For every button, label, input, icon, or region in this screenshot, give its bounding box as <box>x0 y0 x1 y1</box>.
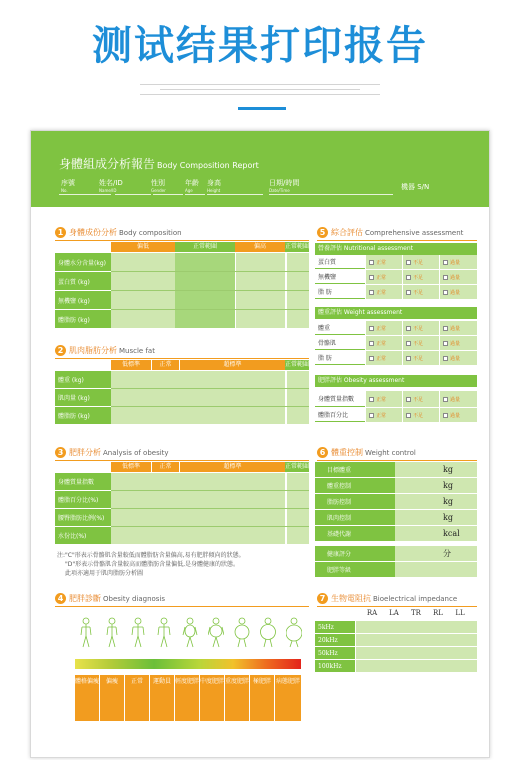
assessment-option[interactable] <box>365 391 402 407</box>
section-title-en: Analysis of obesity <box>103 448 169 457</box>
option-label: 過量 <box>450 289 461 296</box>
impedance-column: RA <box>366 609 378 617</box>
field-label-en: Date/Time <box>269 188 290 193</box>
row-label: 蛋白質 (kg) <box>55 272 111 290</box>
option-label: 不足 <box>413 340 424 347</box>
header-cell: 超標準 <box>179 462 285 472</box>
impedance-column: RL <box>433 609 443 617</box>
body-figure-icon <box>103 617 120 649</box>
option-label: 過量 <box>450 396 461 403</box>
option-label: 正常 <box>376 274 387 281</box>
row-label: 體脂肪 (kg) <box>55 310 111 328</box>
body-figure-icon <box>285 617 302 649</box>
checkbox-icon <box>406 413 411 418</box>
weight-control-unit: 分 <box>395 546 477 561</box>
option-label: 不足 <box>413 289 424 296</box>
option-label: 不足 <box>413 259 424 266</box>
header-cell: 低標準 <box>111 462 151 472</box>
impedance-values <box>355 621 477 633</box>
assessment-option[interactable] <box>439 285 477 299</box>
row-label: 身體水分含量(kg) <box>55 253 111 271</box>
section-number: 4 <box>55 593 66 604</box>
impedance-row <box>315 660 477 672</box>
weight-control-label: 目標體重 <box>315 462 395 477</box>
category-box: 中度肥胖 <box>200 675 224 721</box>
impedance-values <box>355 647 477 659</box>
impedance-column: LA <box>389 609 399 617</box>
option-label: 過量 <box>450 325 461 332</box>
checkbox-icon <box>406 326 411 331</box>
field-label-en: No. <box>61 188 68 193</box>
impedance-row <box>315 634 477 646</box>
weight-control-label: 基礎代謝 <box>315 526 395 541</box>
checkbox-icon <box>443 275 448 280</box>
field-label: 姓名/ID <box>99 179 123 187</box>
row-divider <box>111 490 309 491</box>
field-label-en: Age <box>185 188 193 193</box>
assessment-option[interactable] <box>439 255 477 269</box>
section-7-title <box>317 593 457 604</box>
option-label: 過量 <box>450 259 461 266</box>
section-rule <box>55 606 309 607</box>
weight-control-unit <box>395 562 477 577</box>
checkbox-icon <box>443 341 448 346</box>
section-rule <box>55 240 309 241</box>
option-label: 不足 <box>413 274 424 281</box>
assessment-row <box>315 321 477 335</box>
note-line: 注:"C"形表示骨骼肌含量較低而體脂肪含量偏高,易有肥胖傾向的狀態。 <box>57 552 245 559</box>
checkbox-icon <box>369 326 374 331</box>
option-label: 過量 <box>450 274 461 281</box>
assessment-option[interactable] <box>402 285 439 299</box>
assessment-option[interactable] <box>439 336 477 350</box>
section-rule <box>317 606 477 607</box>
assessment-row <box>315 336 477 350</box>
assessment-row <box>315 255 477 269</box>
header-cell: 正常範圍 <box>285 361 310 368</box>
row-divider <box>111 508 309 509</box>
field-serial <box>61 179 75 195</box>
section-number: 5 <box>317 227 328 238</box>
option-label: 正常 <box>376 412 387 419</box>
section-rule <box>317 460 477 461</box>
header-cell: 低標準 <box>111 360 151 370</box>
weight-control-row <box>315 478 477 493</box>
category-box: 正常 <box>125 675 149 721</box>
checkbox-icon <box>443 260 448 265</box>
assessment-row <box>315 285 477 299</box>
field-label: 性別 <box>151 179 165 187</box>
assessment-option[interactable] <box>365 285 402 299</box>
assessment-option[interactable] <box>402 408 439 422</box>
option-label: 正常 <box>376 340 387 347</box>
assessment-label: 脂 肪 <box>315 285 365 299</box>
obesity-scale-bar <box>75 659 301 669</box>
header-cell: 正常 <box>151 462 179 472</box>
checkbox-icon <box>443 326 448 331</box>
assessment-option[interactable] <box>365 351 402 365</box>
header-cell: 正常 <box>151 360 179 370</box>
body-figure-icon <box>155 617 172 649</box>
option-label: 正常 <box>376 396 387 403</box>
field-gender <box>151 179 166 195</box>
body-figure-icon <box>207 617 224 649</box>
category-box: 體格偏瘦 <box>75 675 99 721</box>
header-cell: 正常範圍 <box>175 242 235 252</box>
report-header <box>31 131 489 207</box>
assessment-option[interactable] <box>365 408 402 422</box>
category-box: 偏瘦 <box>100 675 124 721</box>
title-underline <box>238 107 286 110</box>
option-label: 正常 <box>376 355 387 362</box>
assessment-option[interactable] <box>365 270 402 284</box>
weight-control-row <box>315 546 477 561</box>
row-divider <box>111 526 309 527</box>
field-label-en: Height <box>207 188 221 193</box>
field-height <box>207 179 221 195</box>
body-figure-icon <box>77 617 94 649</box>
option-label: 不足 <box>413 412 424 419</box>
impedance-frequency: 50kHz <box>315 647 355 659</box>
field-label-en: Name/ID <box>99 188 117 193</box>
field-label: 年齡 <box>185 179 199 187</box>
checkbox-icon <box>369 413 374 418</box>
body-figure-icon <box>259 617 276 649</box>
assessment-label: 骨骼肌 <box>315 336 365 350</box>
section-title-en: Bioelectrical impedance <box>373 594 458 603</box>
row-label: 水份比(%) <box>55 527 111 544</box>
impedance-column: LL <box>455 609 465 617</box>
header-rule <box>153 194 183 195</box>
report-title-en: Body Composition Report <box>157 161 259 170</box>
header-rule <box>207 194 263 195</box>
weight-control-unit: kg <box>395 478 477 493</box>
section-title-en: Obesity diagnosis <box>103 594 166 603</box>
row-label: 體脂肪 (kg) <box>55 407 111 424</box>
report-sheet <box>30 130 490 758</box>
checkbox-icon <box>406 397 411 402</box>
section-number: 7 <box>317 593 328 604</box>
checkbox-icon <box>369 290 374 295</box>
option-label: 不足 <box>413 355 424 362</box>
section-2-title <box>55 345 155 356</box>
category-box: 輕度肥胖 <box>175 675 199 721</box>
weight-control-unit: kcal <box>395 526 477 541</box>
checkbox-icon <box>406 341 411 346</box>
field-age <box>185 179 199 195</box>
weight-control-row <box>315 510 477 525</box>
weight-control-label: 健康評分 <box>315 546 395 561</box>
field-label: 機器 S/N <box>401 183 430 191</box>
weight-control-row <box>315 562 477 577</box>
body-figure-icon <box>129 617 146 649</box>
option-label: 正常 <box>376 259 387 266</box>
impedance-row <box>315 621 477 633</box>
checkbox-icon <box>443 413 448 418</box>
category-box: 極肥胖 <box>250 675 274 721</box>
assessment-option[interactable] <box>402 391 439 407</box>
row-label: 體重 (kg) <box>55 371 111 388</box>
body-figures <box>77 617 302 649</box>
assessment-option[interactable] <box>402 270 439 284</box>
section-title-cn: 綜合評估 <box>331 228 363 237</box>
checkbox-icon <box>443 356 448 361</box>
assessment-group-title: 肥胖評估 Obesity assessment <box>315 375 477 387</box>
category-box: 重度肥胖 <box>225 675 249 721</box>
weight-control-label: 脂肪控制 <box>315 494 395 509</box>
section-title-cn: 肌肉脂肪分析 <box>69 346 117 355</box>
assessment-label: 脂 肪 <box>315 351 365 365</box>
checkbox-icon <box>443 397 448 402</box>
note-line: 此項亦適用于肌肉脂肪分析圖 <box>65 570 144 577</box>
weight-control-unit: kg <box>395 510 477 525</box>
option-label: 正常 <box>376 325 387 332</box>
header-cell: 偏高 <box>235 242 285 252</box>
checkbox-icon <box>369 341 374 346</box>
assessment-option[interactable] <box>365 255 402 269</box>
section-title-en: Muscle fat <box>119 346 155 355</box>
option-label: 不足 <box>413 325 424 332</box>
assessment-option[interactable] <box>402 321 439 335</box>
option-label: 不足 <box>413 396 424 403</box>
note-line: "D"形表示骨骼肌含量較高而體脂肪含量偏低,是身體健康的狀態。 <box>65 561 240 568</box>
assessment-row <box>315 391 477 407</box>
assessment-option[interactable] <box>402 351 439 365</box>
impedance-frequency: 5kHz <box>315 621 355 633</box>
cell-range <box>287 371 309 424</box>
chart-area <box>111 371 285 424</box>
weight-control-unit: kg <box>395 494 477 509</box>
section-5-title <box>317 227 463 238</box>
section-rule <box>317 240 477 241</box>
section-number: 1 <box>55 227 66 238</box>
section-1-title <box>55 227 182 238</box>
option-label: 過量 <box>450 412 461 419</box>
row-label: 身體質量指數 <box>55 473 111 490</box>
weight-control-label: 體重控制 <box>315 478 395 493</box>
section-3-title <box>55 447 169 458</box>
impedance-values <box>355 634 477 646</box>
section-title-en: Comprehensive assessment <box>365 228 464 237</box>
row-divider <box>111 309 309 310</box>
checkbox-icon <box>369 260 374 265</box>
decorative-subtitle-lines <box>140 84 380 99</box>
weight-control-unit: kg <box>395 462 477 477</box>
impedance-header <box>361 609 471 617</box>
assessment-label: 身體質量指數 <box>315 391 365 407</box>
row-divider <box>111 271 309 272</box>
assessment-group-title: 體重評估 Weight assessment <box>315 307 477 319</box>
checkbox-icon <box>369 356 374 361</box>
field-name-id <box>99 179 123 195</box>
section-4-title <box>55 593 165 604</box>
checkbox-icon <box>369 397 374 402</box>
assessment-option[interactable] <box>439 408 477 422</box>
row-divider <box>111 388 309 389</box>
assessment-option[interactable] <box>365 336 402 350</box>
section-title-en: Weight control <box>365 448 416 457</box>
row-label: 腰臀脂肪比例(%) <box>55 509 111 526</box>
impedance-frequency: 20kHz <box>315 634 355 646</box>
row-divider <box>111 290 309 291</box>
assessment-option[interactable] <box>365 321 402 335</box>
checkbox-icon <box>406 290 411 295</box>
section-title-cn: 肥胖診斷 <box>69 594 101 603</box>
option-label: 正常 <box>376 289 387 296</box>
report-title-cn: 身體組成分析報告 <box>59 157 156 171</box>
section-number: 6 <box>317 447 328 458</box>
checkbox-icon <box>406 275 411 280</box>
body-figure-icon <box>181 617 198 649</box>
weight-control-row <box>315 494 477 509</box>
header-rule <box>185 194 205 195</box>
assessment-option[interactable] <box>439 321 477 335</box>
header-rule <box>269 194 393 195</box>
section-title-cn: 體重控制 <box>331 448 363 457</box>
field-label: 身高 <box>207 179 221 187</box>
category-box: 病態肥胖 <box>275 675 301 721</box>
row-divider <box>111 406 309 407</box>
header-rule <box>59 194 111 195</box>
weight-control-row <box>315 526 477 541</box>
obesity-notes <box>57 551 245 578</box>
header-cell: 正常範圍 <box>285 463 310 470</box>
header-cell: 超標準 <box>179 360 285 370</box>
section-number: 2 <box>55 345 66 356</box>
section-title-cn: 生物電阻抗 <box>331 594 371 603</box>
assessment-row <box>315 408 477 422</box>
option-label: 過量 <box>450 340 461 347</box>
assessment-label: 無機鹽 <box>315 270 365 284</box>
assessment-option[interactable] <box>439 270 477 284</box>
field-datetime <box>269 179 299 195</box>
impedance-row <box>315 647 477 659</box>
weight-control-row <box>315 462 477 477</box>
section-rule <box>55 460 309 461</box>
assessment-label: 蛋白質 <box>315 255 365 269</box>
section-number: 3 <box>55 447 66 458</box>
checkbox-icon <box>443 290 448 295</box>
assessment-row <box>315 351 477 365</box>
option-label: 過量 <box>450 355 461 362</box>
assessment-label: 體脂百分比 <box>315 408 365 422</box>
checkbox-icon <box>406 356 411 361</box>
assessment-option[interactable] <box>402 336 439 350</box>
row-label: 肌肉量 (kg) <box>55 389 111 406</box>
field-label-en: Gender <box>151 188 166 193</box>
field-label: 序號 <box>61 179 75 187</box>
assessment-option[interactable] <box>439 391 477 407</box>
impedance-column: TR <box>411 609 421 617</box>
banner-title: 测试结果打印报告 <box>92 23 428 69</box>
row-label: 體脂百分比(%) <box>55 491 111 508</box>
checkbox-icon <box>369 275 374 280</box>
assessment-row <box>315 270 477 284</box>
field-machine-sn <box>401 183 429 191</box>
header-rule <box>115 194 151 195</box>
row-label: 無機鹽 (kg) <box>55 291 111 309</box>
assessment-option[interactable] <box>439 351 477 365</box>
section-6-title <box>317 447 416 458</box>
section-rule <box>55 358 309 359</box>
header-cell: 正常範圍 <box>285 243 310 250</box>
checkbox-icon <box>406 260 411 265</box>
body-figure-icon <box>233 617 250 649</box>
header-cell: 偏低 <box>111 242 175 252</box>
assessment-option[interactable] <box>402 255 439 269</box>
impedance-values <box>355 660 477 672</box>
assessment-group-title: 營養評估 Nutritional assessment <box>315 243 477 255</box>
report-title <box>59 155 259 172</box>
section-title-en: Body composition <box>119 228 182 237</box>
section-title-cn: 身體成份分析 <box>69 228 117 237</box>
category-box: 運動員 <box>150 675 174 721</box>
section-title-cn: 肥胖分析 <box>69 448 101 457</box>
assessment-label: 體重 <box>315 321 365 335</box>
weight-control-label: 肌肉控制 <box>315 510 395 525</box>
impedance-frequency: 100kHz <box>315 660 355 672</box>
field-label: 日期/時間 <box>269 179 300 187</box>
weight-control-label: 肥胖等級 <box>315 562 395 577</box>
